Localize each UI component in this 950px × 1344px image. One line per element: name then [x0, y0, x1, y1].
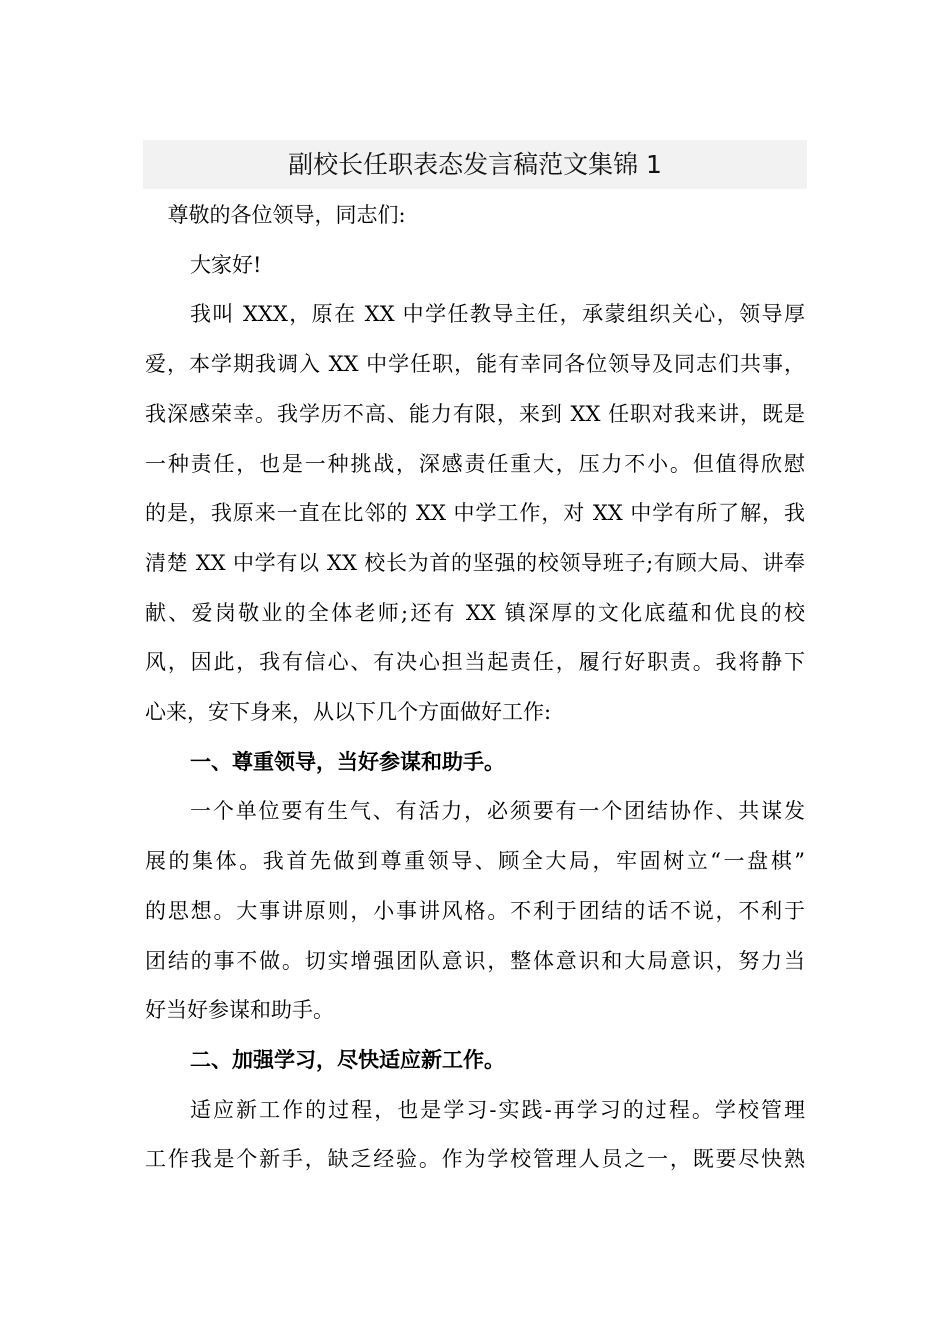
paragraph-line: 工作我是个新手，缺乏经验。作为学校管理人员之一，既要尽快熟 [145, 1147, 805, 1171]
paragraph-line: 的思想。大事讲原则，小事讲风格。不利于团结的话不说，不利于 [145, 899, 805, 923]
document-title: 副校长任职表态发言稿范文集锦 1 [288, 150, 662, 179]
paragraph-line: 我深感荣幸。我学历不高、能力有限，来到 XX 任职对我来讲，既是 [145, 402, 805, 426]
paragraph-line: 爱，本学期我调入 XX 中学任职，能有幸同各位领导及同志们共事， [145, 352, 805, 376]
section-heading: 一、尊重领导，当好参谋和助手。 [190, 749, 505, 774]
paragraph-line: 适应新工作的过程，也是学习-实践-再学习的过程。学校管理 [190, 1098, 805, 1122]
paragraph-line: 一个单位要有生气、有活力，必须要有一个团结协作、共谋发 [190, 799, 805, 823]
paragraph-line: 心来，安下身来，从以下几个方面做好工作: [145, 700, 552, 724]
paragraph-line: 大家好! [190, 253, 262, 277]
paragraph-line: 我叫 XXX，原在 XX 中学任教导主任，承蒙组织关心，领导厚 [190, 302, 805, 326]
paragraph-line: 好当好参谋和助手。 [145, 998, 334, 1022]
paragraph-line: 清楚 XX 中学有以 XX 校长为首的坚强的校领导班子;有顾大局、讲奉 [145, 551, 805, 575]
paragraph-line: 一种责任，也是一种挑战，深感责任重大，压力不小。但值得欣慰 [145, 452, 805, 476]
paragraph-line: 的是，我原来一直在比邻的 XX 中学工作，对 XX 中学有所了解，我 [145, 501, 805, 525]
section-heading: 二、加强学习，尽快适应新工作。 [190, 1047, 505, 1072]
paragraph-line: 展的集体。我首先做到尊重领导、顾全大局，牢固树立“一盘棋” [145, 849, 805, 873]
paragraph-line: 献、爱岗敬业的全体老师;还有 XX 镇深厚的文化底蕴和优良的校 [145, 601, 805, 625]
paragraph-line: 风，因此，我有信心、有决心担当起责任，履行好职责。我将静下 [145, 650, 805, 674]
paragraph-line: 尊敬的各位领导，同志们: [167, 203, 406, 227]
paragraph-line: 团结的事不做。切实增强团队意识，整体意识和大局意识，努力当 [145, 949, 805, 973]
